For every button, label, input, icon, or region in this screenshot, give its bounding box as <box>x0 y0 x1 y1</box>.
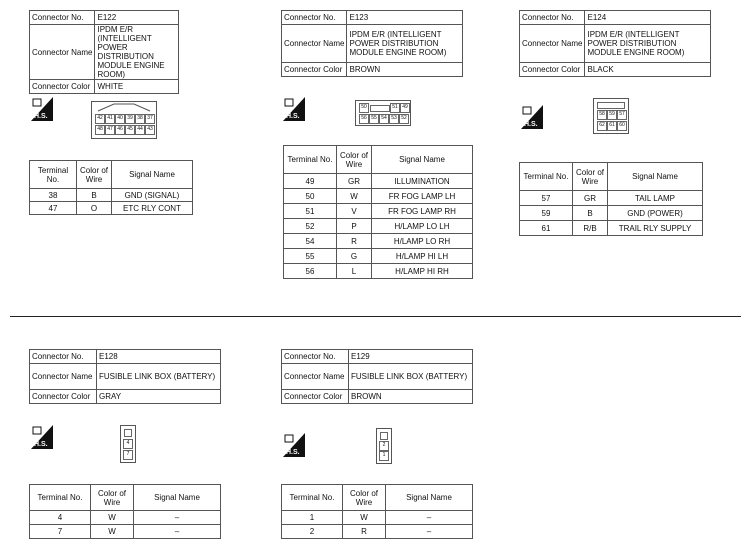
connector-color-value: GRAY <box>97 390 221 404</box>
connector-lock-icon <box>92 102 156 112</box>
label-connector-color: Connector Color <box>282 63 347 77</box>
terminal-table-e122-wrap <box>29 160 193 215</box>
signal-cell: – <box>386 525 473 539</box>
table-row <box>520 206 703 221</box>
connector-no-value: E123 <box>347 11 463 25</box>
wire-cell: W <box>343 511 386 525</box>
connector-lock <box>124 429 132 437</box>
connector-info-table <box>29 349 221 404</box>
table-row <box>284 219 473 234</box>
table-row <box>282 525 473 539</box>
harness-side-icon <box>521 105 543 129</box>
harness-side-icon <box>283 97 305 121</box>
connector-e128-section <box>29 349 221 404</box>
label-connector-name: Connector Name <box>30 364 97 390</box>
pin: 7 <box>123 450 133 460</box>
wire-cell: W <box>337 189 372 204</box>
wire-cell: G <box>337 249 372 264</box>
hs-label: H.S. <box>286 449 300 456</box>
label-connector-color: Connector Color <box>520 63 585 77</box>
hs-label: H.S. <box>34 441 48 448</box>
table-row <box>30 189 193 202</box>
col-color-of-wire: Color of Wire <box>337 146 372 174</box>
terminal-cell: 38 <box>30 189 77 202</box>
terminal-table-e128-wrap <box>29 484 221 539</box>
terminal-cell: 49 <box>284 174 337 189</box>
connector-e122-section <box>29 10 179 94</box>
signal-cell: GND (POWER) <box>608 206 703 221</box>
pin: 48 <box>95 125 105 135</box>
wire-cell: L <box>337 264 372 279</box>
pin: 38 <box>135 114 145 124</box>
connector-info-table <box>519 10 711 77</box>
label-connector-color: Connector Color <box>282 390 349 404</box>
col-color-of-wire: Color of Wire <box>91 485 134 511</box>
table-row <box>30 525 221 539</box>
connector-face-e122 <box>91 101 157 139</box>
pin: 58 <box>597 110 607 120</box>
signal-cell: H/LAMP HI LH <box>372 249 473 264</box>
label-connector-name: Connector Name <box>30 25 95 80</box>
wire-cell: W <box>91 511 134 525</box>
pin: 2 <box>379 441 389 451</box>
label-connector-no: Connector No. <box>282 11 347 25</box>
label-connector-color: Connector Color <box>30 390 97 404</box>
connector-lock <box>370 105 390 112</box>
col-signal-name: Signal Name <box>608 163 703 191</box>
connector-e129-section <box>281 349 473 404</box>
table-row <box>284 204 473 219</box>
wire-cell: GR <box>573 191 608 206</box>
table-row <box>284 264 473 279</box>
terminal-cell: 4 <box>30 511 91 525</box>
col-color-of-wire: Color of Wire <box>573 163 608 191</box>
terminal-table-e124-wrap <box>519 162 703 236</box>
connector-face-e128 <box>120 425 136 463</box>
wire-cell: R <box>337 234 372 249</box>
terminal-table <box>281 484 473 539</box>
pin: 57 <box>617 110 627 120</box>
terminal-cell: 56 <box>284 264 337 279</box>
pin: 56 <box>359 114 369 124</box>
terminal-cell: 47 <box>30 202 77 215</box>
pin: 49 <box>400 103 410 113</box>
signal-cell: H/LAMP LO RH <box>372 234 473 249</box>
pin: 54 <box>379 114 389 124</box>
label-connector-color: Connector Color <box>30 80 95 94</box>
hs-label: H.S. <box>286 113 300 120</box>
signal-cell: ILLUMINATION <box>372 174 473 189</box>
hs-label: H.S. <box>524 121 538 128</box>
pin: 43 <box>145 125 155 135</box>
table-row <box>284 249 473 264</box>
pin: 40 <box>115 114 125 124</box>
col-signal-name: Signal Name <box>372 146 473 174</box>
connector-no-value: E122 <box>95 11 179 25</box>
connector-color-value: BROWN <box>349 390 473 404</box>
pin: 42 <box>95 114 105 124</box>
wire-cell: R/B <box>573 221 608 236</box>
pin: 45 <box>125 125 135 135</box>
section-divider <box>10 316 741 317</box>
connector-color-value: BROWN <box>347 63 463 77</box>
harness-side-icon <box>31 97 53 121</box>
connector-info-table <box>281 349 473 404</box>
signal-cell: ETC RLY CONT <box>112 202 193 215</box>
terminal-cell: 1 <box>282 511 343 525</box>
terminal-cell: 61 <box>520 221 573 236</box>
connector-lock <box>597 102 625 109</box>
terminal-table <box>29 160 193 215</box>
label-connector-name: Connector Name <box>282 25 347 63</box>
wire-cell: P <box>337 219 372 234</box>
wire-cell: B <box>77 189 112 202</box>
col-terminal-no: Terminal No. <box>30 485 91 511</box>
connector-face-e123 <box>355 100 411 126</box>
pin: 59 <box>607 110 617 120</box>
label-connector-no: Connector No. <box>30 350 97 364</box>
table-row <box>30 202 193 215</box>
terminal-cell: 51 <box>284 204 337 219</box>
label-connector-no: Connector No. <box>30 11 95 25</box>
connector-no-value: E128 <box>97 350 221 364</box>
signal-cell: – <box>134 511 221 525</box>
signal-cell: GND (SIGNAL) <box>112 189 193 202</box>
col-color-of-wire: Color of Wire <box>77 161 112 189</box>
pin: 47 <box>105 125 115 135</box>
col-terminal-no: Terminal No. <box>284 146 337 174</box>
signal-cell: H/LAMP HI RH <box>372 264 473 279</box>
pin: 61 <box>607 121 617 131</box>
pin: 62 <box>597 121 607 131</box>
terminal-cell: 57 <box>520 191 573 206</box>
terminal-cell: 54 <box>284 234 337 249</box>
pin: 41 <box>105 114 115 124</box>
table-row <box>30 511 221 525</box>
pin: 1 <box>379 451 389 461</box>
terminal-cell: 7 <box>30 525 91 539</box>
col-terminal-no: Terminal No. <box>520 163 573 191</box>
pin: 53 <box>389 114 399 124</box>
pin: 46 <box>115 125 125 135</box>
label-connector-name: Connector Name <box>520 25 585 63</box>
pin: 44 <box>135 125 145 135</box>
signal-cell: TRAIL RLY SUPPLY <box>608 221 703 236</box>
table-row <box>284 189 473 204</box>
signal-cell: – <box>386 511 473 525</box>
col-color-of-wire: Color of Wire <box>343 485 386 511</box>
connector-face-e129 <box>376 428 392 464</box>
terminal-table <box>283 145 473 279</box>
terminal-cell: 2 <box>282 525 343 539</box>
wire-cell: B <box>573 206 608 221</box>
hs-label: H.S. <box>34 113 48 120</box>
connector-info-table <box>281 10 463 77</box>
connector-info-table <box>29 10 179 94</box>
pin: 50 <box>359 103 369 113</box>
connector-e124-section <box>519 10 711 77</box>
connector-name-value: IPDM E/R (INTELLIGENT POWER DISTRIBUTION MODULE ENGINE ROOM) <box>585 25 711 63</box>
pin: 4 <box>123 439 133 449</box>
terminal-cell: 55 <box>284 249 337 264</box>
connector-name-value: FUSIBLE LINK BOX (BATTERY) <box>97 364 221 390</box>
pin: 37 <box>145 114 155 124</box>
signal-cell: TAIL LAMP <box>608 191 703 206</box>
table-row <box>284 174 473 189</box>
table-row <box>284 234 473 249</box>
wire-cell: W <box>91 525 134 539</box>
signal-cell: H/LAMP LO LH <box>372 219 473 234</box>
connector-e123-section <box>281 10 463 77</box>
harness-side-icon <box>283 433 305 457</box>
signal-cell: – <box>134 525 221 539</box>
wire-cell: R <box>343 525 386 539</box>
col-terminal-no: Terminal No. <box>30 161 77 189</box>
table-row <box>520 191 703 206</box>
pin: 39 <box>125 114 135 124</box>
label-connector-name: Connector Name <box>282 364 349 390</box>
connector-lock <box>380 432 388 440</box>
table-row <box>520 221 703 236</box>
col-signal-name: Signal Name <box>134 485 221 511</box>
connector-no-value: E124 <box>585 11 711 25</box>
pin: 51 <box>390 103 400 113</box>
connector-face-e124 <box>593 98 629 134</box>
terminal-table-e123-wrap <box>283 145 473 279</box>
connector-name-value: FUSIBLE LINK BOX (BATTERY) <box>349 364 473 390</box>
connector-name-value: IPDM E/R (INTELLIGENT POWER DISTRIBUTION MODULE ENGINE ROOM) <box>347 25 463 63</box>
harness-side-icon <box>31 425 53 449</box>
terminal-table-e129-wrap <box>281 484 473 539</box>
wire-cell: V <box>337 204 372 219</box>
wire-cell: GR <box>337 174 372 189</box>
terminal-table <box>519 162 703 236</box>
pin: 55 <box>369 114 379 124</box>
wire-cell: O <box>77 202 112 215</box>
terminal-cell: 59 <box>520 206 573 221</box>
table-row <box>282 511 473 525</box>
pin: 60 <box>617 121 627 131</box>
col-signal-name: Signal Name <box>386 485 473 511</box>
col-terminal-no: Terminal No. <box>282 485 343 511</box>
signal-cell: FR FOG LAMP LH <box>372 189 473 204</box>
connector-color-value: WHITE <box>95 80 179 94</box>
terminal-table <box>29 484 221 539</box>
connector-color-value: BLACK <box>585 63 711 77</box>
connector-name-value: IPDM E/R (INTELLIGENT POWER DISTRIBUTION MODULE ENGINE ROOM) <box>95 25 179 80</box>
connector-no-value: E129 <box>349 350 473 364</box>
label-connector-no: Connector No. <box>520 11 585 25</box>
terminal-cell: 50 <box>284 189 337 204</box>
pin: 52 <box>399 114 409 124</box>
terminal-cell: 52 <box>284 219 337 234</box>
signal-cell: FR FOG LAMP RH <box>372 204 473 219</box>
col-signal-name: Signal Name <box>112 161 193 189</box>
label-connector-no: Connector No. <box>282 350 349 364</box>
